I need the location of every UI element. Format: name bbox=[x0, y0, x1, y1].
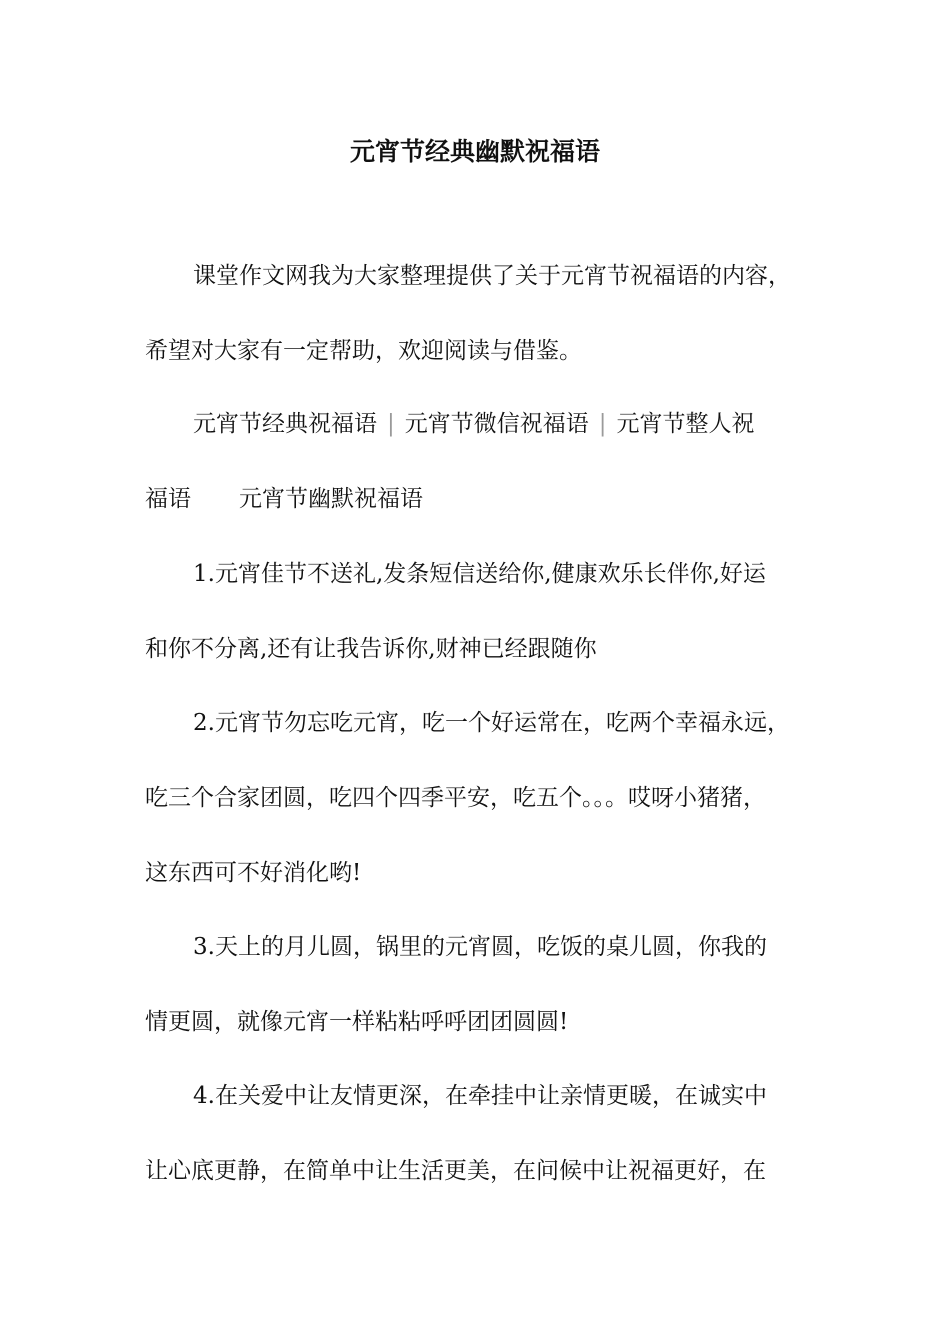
document-title: 元宵节经典幽默祝福语 bbox=[349, 137, 600, 166]
item-4-line-2: 让心底更静，在简单中让生活更美，在问候中让祝福更好，在 bbox=[145, 1158, 766, 1184]
link-separator: | bbox=[598, 411, 607, 437]
item-2-line-1: 2.元宵节勿忘吃元宵，吃一个好运常在，吃两个幸福永远， bbox=[193, 710, 790, 736]
item-1-line-2: 和你不分离,还有让我告诉你,财神已经跟随你 bbox=[145, 636, 597, 662]
intro-line-2: 希望对大家有一定帮助，欢迎阅读与借鉴。 bbox=[145, 338, 582, 364]
item-3-line-1: 3.天上的月儿圆，锅里的元宵圆，吃饭的桌儿圆，你我的 bbox=[193, 934, 767, 960]
link-wechat-wishes[interactable]: 元宵节微信祝福语 bbox=[404, 411, 589, 437]
related-links-row-2 bbox=[145, 481, 815, 517]
link-classic-wishes[interactable]: 元宵节经典祝福语 bbox=[193, 411, 377, 437]
intro-line-1: 课堂作文网我为大家整理提供了关于元宵节祝福语的内容， bbox=[193, 263, 791, 289]
item-2-line-2: 吃三个合家团圆，吃四个四季平安，吃五个。。。哎呀小猪猪， bbox=[145, 785, 766, 811]
related-links-row bbox=[193, 406, 815, 442]
item-4-line-1: 4.在关爱中让友情更深，在牵挂中让亲情更暖，在诚实中 bbox=[193, 1083, 767, 1109]
link-humor-wishes[interactable]: 元宵节幽默祝福语 bbox=[239, 486, 423, 512]
item-2-line-3: 这东西可不好消化哟! bbox=[145, 860, 362, 886]
link-separator: | bbox=[387, 411, 395, 437]
link-prank-wishes-part1[interactable]: 元宵节整人祝 bbox=[616, 411, 755, 437]
link-prank-wishes-part2[interactable]: 福语 bbox=[145, 486, 191, 512]
item-3-line-2: 情更圆，就像元宵一样粘粘呼呼团团圆圆! bbox=[145, 1009, 569, 1035]
item-1-line-1: 1.元宵佳节不送礼,发条短信送给你,健康欢乐长伴你,好运 bbox=[193, 561, 766, 587]
